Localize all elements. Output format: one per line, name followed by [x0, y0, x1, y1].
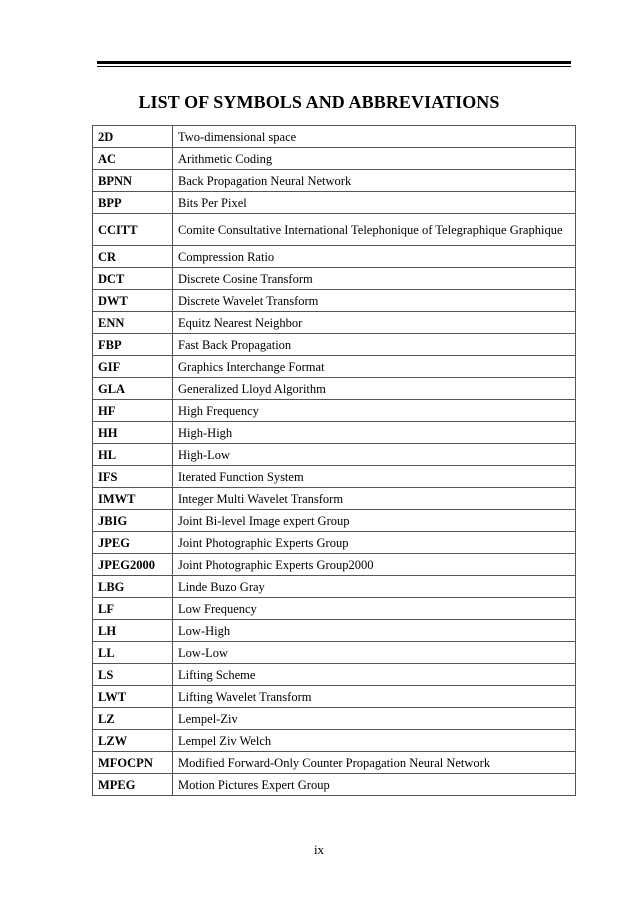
symbol-cell: LL	[93, 642, 173, 664]
table-row	[93, 126, 576, 148]
table-row	[93, 774, 576, 796]
table-row	[93, 752, 576, 774]
meaning-cell: Lifting Scheme	[173, 664, 576, 686]
symbol-cell: GIF	[93, 356, 173, 378]
meaning-cell: Discrete Wavelet Transform	[173, 290, 576, 312]
symbol-cell: JPEG	[93, 532, 173, 554]
symbol-cell: MPEG	[93, 774, 173, 796]
symbol-cell: LBG	[93, 576, 173, 598]
table-row	[93, 466, 576, 488]
meaning-cell: Equitz Nearest Neighbor	[173, 312, 576, 334]
table-row	[93, 170, 576, 192]
meaning-cell: Motion Pictures Expert Group	[173, 774, 576, 796]
symbol-cell: CR	[93, 246, 173, 268]
table-row	[93, 730, 576, 752]
meaning-cell: High Frequency	[173, 400, 576, 422]
table-row	[93, 268, 576, 290]
table-row	[93, 664, 576, 686]
meaning-cell: High-Low	[173, 444, 576, 466]
meaning-cell: Low Frequency	[173, 598, 576, 620]
table-row	[93, 290, 576, 312]
meaning-cell: Fast Back Propagation	[173, 334, 576, 356]
meaning-cell: Joint Photographic Experts Group2000	[173, 554, 576, 576]
table-row	[93, 400, 576, 422]
meaning-cell: Generalized Lloyd Algorithm	[173, 378, 576, 400]
meaning-cell: Arithmetic Coding	[173, 148, 576, 170]
table-row	[93, 554, 576, 576]
symbol-cell: 2D	[93, 126, 173, 148]
meaning-cell: Two-dimensional space	[173, 126, 576, 148]
symbol-cell: DCT	[93, 268, 173, 290]
table-row	[93, 422, 576, 444]
symbol-cell: BPP	[93, 192, 173, 214]
meaning-cell: Joint Bi-level Image expert Group	[173, 510, 576, 532]
symbol-cell: GLA	[93, 378, 173, 400]
symbol-cell: HH	[93, 422, 173, 444]
table-row	[93, 148, 576, 170]
table-row	[93, 510, 576, 532]
meaning-cell: Bits Per Pixel	[173, 192, 576, 214]
symbol-cell: JPEG2000	[93, 554, 173, 576]
meaning-cell: Back Propagation Neural Network	[173, 170, 576, 192]
page-number: ix	[313, 842, 325, 857]
symbol-cell: FBP	[93, 334, 173, 356]
table-row	[93, 708, 576, 730]
meaning-cell: Low-Low	[173, 642, 576, 664]
meaning-cell: Graphics Interchange Format	[173, 356, 576, 378]
table-row	[93, 576, 576, 598]
header-rule-thick	[97, 61, 571, 64]
meaning-cell: Linde Buzo Gray	[173, 576, 576, 598]
table-row	[93, 598, 576, 620]
meaning-cell: Modified Forward-Only Counter Propagation Neural Network	[173, 752, 576, 774]
page-title: LIST OF SYMBOLS AND ABBREVIATIONS	[138, 92, 500, 112]
table-row	[93, 686, 576, 708]
meaning-cell: Integer Multi Wavelet Transform	[173, 488, 576, 510]
abbreviations-table	[92, 125, 576, 796]
table-row	[93, 356, 576, 378]
meaning-cell: Joint Photographic Experts Group	[173, 532, 576, 554]
symbol-cell: LH	[93, 620, 173, 642]
meaning-cell: Lempel-Ziv	[173, 708, 576, 730]
symbol-cell: HF	[93, 400, 173, 422]
table-row	[93, 334, 576, 356]
table-row	[93, 444, 576, 466]
meaning-cell: Compression Ratio	[173, 246, 576, 268]
table-row	[93, 312, 576, 334]
symbol-cell: IFS	[93, 466, 173, 488]
symbol-cell: BPNN	[93, 170, 173, 192]
table-row	[93, 532, 576, 554]
symbol-cell: ENN	[93, 312, 173, 334]
meaning-cell: Iterated Function System	[173, 466, 576, 488]
table-row	[93, 488, 576, 510]
symbol-cell: LZ	[93, 708, 173, 730]
symbol-cell: LZW	[93, 730, 173, 752]
symbol-cell: JBIG	[93, 510, 173, 532]
meaning-cell: Discrete Cosine Transform	[173, 268, 576, 290]
symbol-cell: CCITT	[93, 214, 173, 246]
table-row	[93, 642, 576, 664]
symbol-cell: MFOCPN	[93, 752, 173, 774]
table-row	[93, 378, 576, 400]
meaning-cell: Lempel Ziv Welch	[173, 730, 576, 752]
header-rule-thin	[97, 66, 571, 67]
meaning-cell: Lifting Wavelet Transform	[173, 686, 576, 708]
symbol-cell: IMWT	[93, 488, 173, 510]
symbol-cell: LWT	[93, 686, 173, 708]
table-row	[93, 214, 576, 246]
symbol-cell: HL	[93, 444, 173, 466]
meaning-cell: Low-High	[173, 620, 576, 642]
symbol-cell: AC	[93, 148, 173, 170]
meaning-cell: Comite Consultative International Telephonique of Telegraphique Graphique	[173, 214, 576, 246]
table-row	[93, 192, 576, 214]
symbol-cell: LS	[93, 664, 173, 686]
table-row	[93, 246, 576, 268]
symbol-cell: DWT	[93, 290, 173, 312]
table-row	[93, 620, 576, 642]
symbol-cell: LF	[93, 598, 173, 620]
meaning-cell: High-High	[173, 422, 576, 444]
